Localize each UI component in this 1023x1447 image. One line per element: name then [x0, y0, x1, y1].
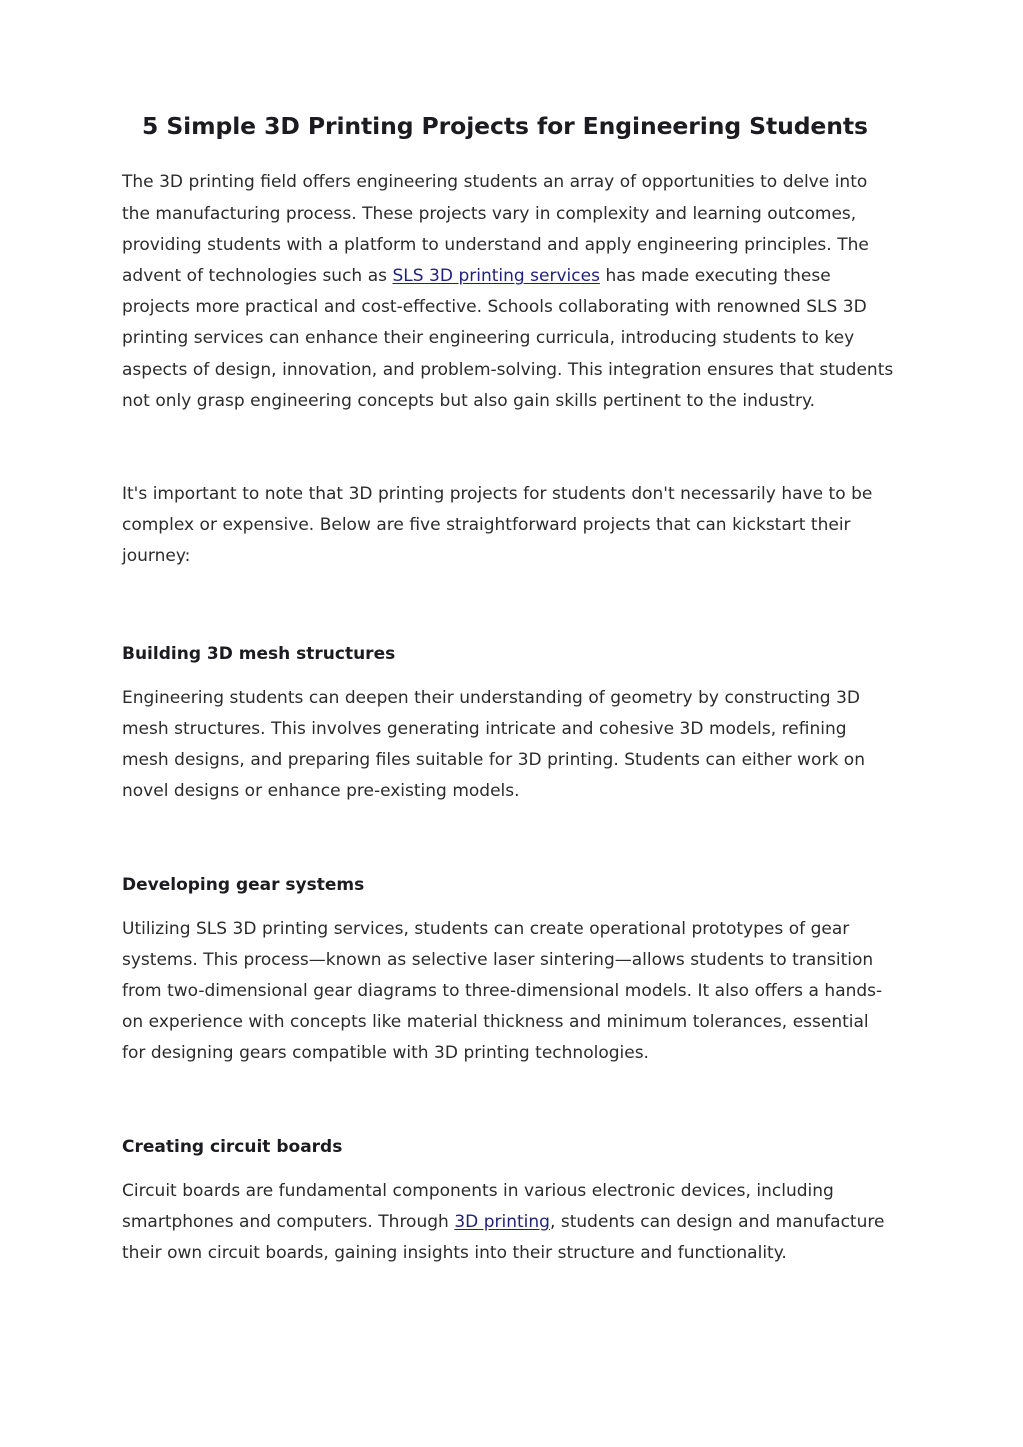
section-heading-developing-gear-systems: Developing gear systems: [122, 874, 365, 895]
circuit-boards-text-part-2: , students can design and manufacture their own circuit boards, gaining insights into their structure and functionality.: [122, 1211, 885, 1264]
section-body-developing-gear-systems: Utilizing SLS 3D printing services, students can create operational prototypes of gear systems. This process—known as selective laser sintering—allows students to transition from two-dimensional gear diagrams to three-dimensional models. It also offers a hands-on experience with concepts like material thickness and minimum tolerances, essential for designing gears compatible with 3D printing technologies.: [122, 918, 883, 1064]
page-title: 5 Simple 3D Printing Projects for Engineering Students: [142, 112, 868, 140]
3d-printing-link[interactable]: 3D printing: [454, 1211, 550, 1232]
section-building-3d-mesh-structures: [122, 643, 894, 808]
section-body-creating-circuit-boards: [122, 1176, 894, 1270]
intro-text-part-1: The 3D printing field offers engineering students an array of opportunities to delve into the manufacturing process. These projects vary in complexity and learning outcomes, providing students with a platform to understand and apply engineering principles. The advent of technologies such as: [122, 172, 869, 286]
circuit-boards-text-part-1: Circuit boards are fundamental components in various electronic devices, including smartphones and computers. Through: [122, 1180, 834, 1232]
section-body-building-3d-mesh-structures: Engineering students can deepen their understanding of geometry by constructing 3D mesh structures. This involves generating intricate and cohesive 3D models, refining mesh designs, and preparing files suitable for 3D printing. Students can either work on novel designs or enhance pre-existing models.: [122, 687, 865, 802]
intro-text-part-2: has made executing these projects more practical and cost-effective. Schools collaborating with renowned SLS 3D printing services can enhance their engineering curricula, introducing students to key aspects of design, innovation, and problem-solving. This integration ensures that students not only grasp engineering concepts but also gain skills pertinent to the industry.: [122, 265, 894, 411]
section-creating-circuit-boards: [122, 1136, 894, 1270]
lead-in-paragraph: It's important to note that 3D printing projects for students don't necessarily have to be complex or expensive. Below are five straightforward projects that can kickstart their journey:: [122, 484, 873, 567]
intro-paragraph: [122, 167, 894, 417]
document-content: [122, 112, 894, 1269]
sls-3d-printing-services-link[interactable]: SLS 3D printing services: [392, 265, 600, 286]
section-developing-gear-systems: [122, 874, 894, 1070]
section-heading-building-3d-mesh-structures: Building 3D mesh structures: [122, 643, 396, 664]
section-heading-creating-circuit-boards: Creating circuit boards: [122, 1136, 343, 1157]
